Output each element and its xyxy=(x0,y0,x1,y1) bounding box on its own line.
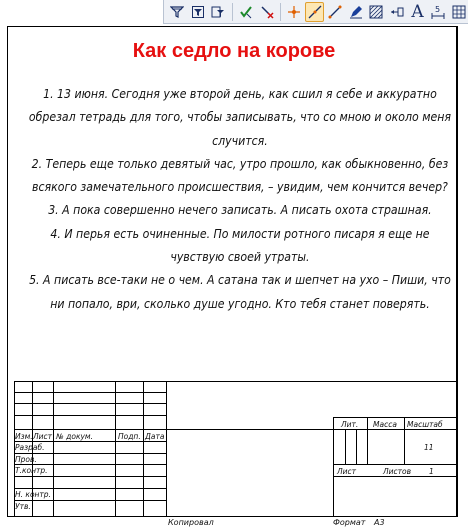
paragraph: 5. А писать все-таки не о чем. А сатана так и шепчет на ухо – Пиши, что ни попало, ври, сколько душе угодно. Кто тебя станет поверять. xyxy=(29,273,451,311)
col-podp: Подп. xyxy=(118,432,141,441)
select-check-icon[interactable] xyxy=(237,2,256,22)
row-nkontr: Н. контр. xyxy=(15,490,51,499)
table-icon[interactable] xyxy=(449,2,468,22)
row-tkontr: Т.контр. xyxy=(15,466,48,475)
col-doc: № докум. xyxy=(56,432,93,441)
toolbar-separator xyxy=(232,3,233,21)
segment-icon[interactable] xyxy=(326,2,345,22)
row-utv: Утв. xyxy=(15,502,31,511)
listov-label: Листов xyxy=(383,467,412,476)
masshtab-label: Масштаб xyxy=(407,420,443,429)
format-value: А3 xyxy=(374,518,385,527)
filter-view-icon[interactable] xyxy=(189,2,208,22)
paragraph: 1. 13 июня. Сегодня уже второй день, как сшил я себе и аккуратно обрезал тетрадь для того, чтобы записывать, что со мною и около меня случится. xyxy=(28,87,452,148)
col-list: Лист xyxy=(33,432,53,441)
dimension-icon[interactable] xyxy=(429,2,448,22)
paragraph: 2. Теперь еще только девятый час, утро прошло, как обыкновенно, без всякого замечательного происшествия, – увидим, чем кончится вечер? xyxy=(31,156,449,195)
toolbar-separator xyxy=(280,3,281,21)
kopiroval-label: Копировал xyxy=(168,518,214,527)
document-body xyxy=(28,83,452,316)
filter-icon[interactable] xyxy=(168,2,187,22)
paragraph: 4. И перья есть очиненные. По милости ротного писаря я еще не чувствую своей утраты. xyxy=(50,226,430,265)
listov-value: 1 xyxy=(429,467,434,476)
list-label: Лист xyxy=(337,467,357,476)
dimension-tool-label: 5 xyxy=(435,4,441,14)
col-izm: Изм. xyxy=(15,432,33,441)
row-razrab: Разраб. xyxy=(15,443,45,452)
masshtab-value: 11 xyxy=(424,443,434,452)
hatch-icon[interactable] xyxy=(367,2,386,22)
massa-label: Масса xyxy=(373,420,397,429)
row-prov: Пров. xyxy=(15,455,37,464)
deselect-icon[interactable] xyxy=(257,2,276,22)
lit-label: Лит. xyxy=(341,420,359,429)
drawing-toolbar xyxy=(163,0,468,24)
point-icon[interactable] xyxy=(285,2,304,22)
page-title: Как седло на корове xyxy=(132,40,336,62)
filter-layers-icon[interactable] xyxy=(209,2,228,22)
leader-icon[interactable] xyxy=(388,2,407,22)
paragraph: 3. А пока совершенно нечего записать. А писать охота страшная. xyxy=(48,203,432,218)
text-icon[interactable] xyxy=(408,2,427,22)
text-tool-label: A xyxy=(411,1,424,22)
sheet-right-border xyxy=(456,26,458,517)
format-label: Формат xyxy=(333,518,366,527)
col-data: Дата xyxy=(145,432,165,441)
line-icon[interactable] xyxy=(305,2,324,22)
pen-icon[interactable] xyxy=(346,2,365,22)
